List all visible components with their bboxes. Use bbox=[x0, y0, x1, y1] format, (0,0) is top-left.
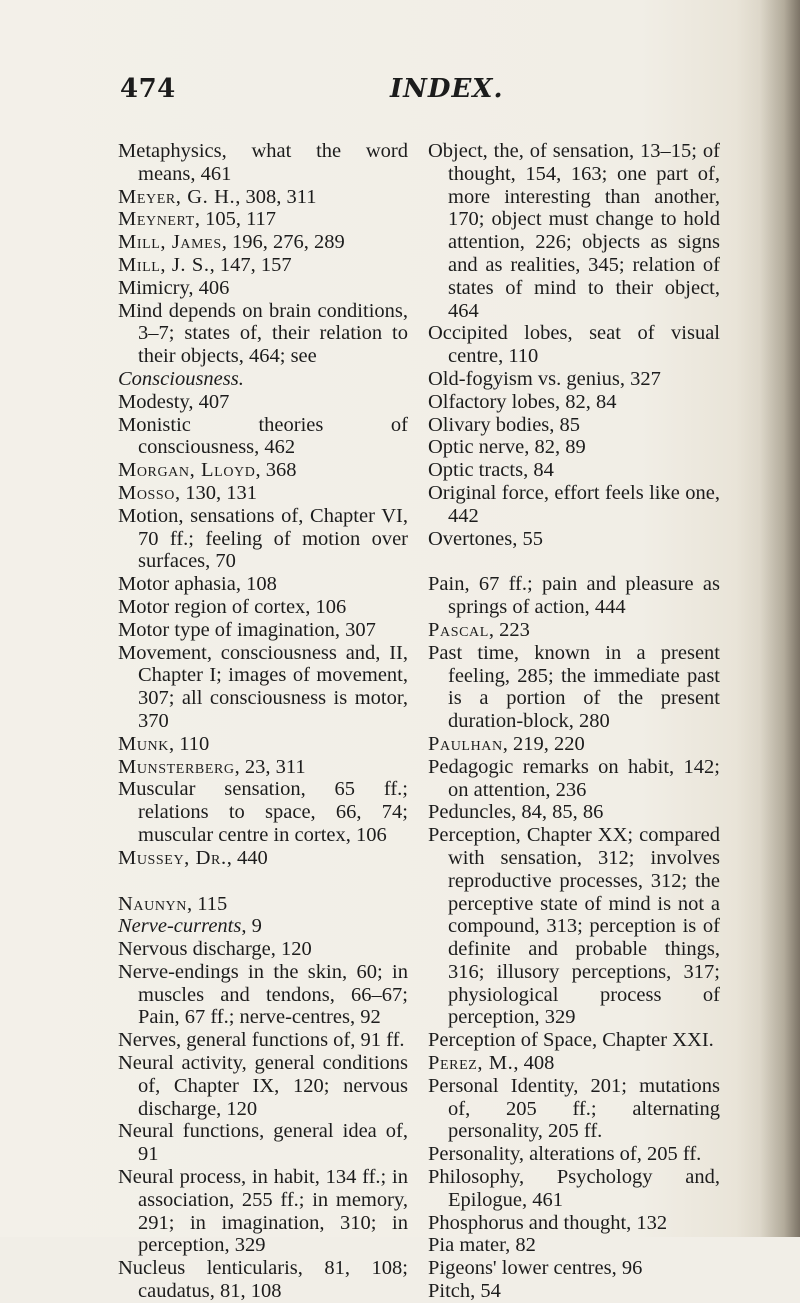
index-entry: Mind depends on brain conditions, 3–7; states of, their relation to their objects, 464; see bbox=[118, 299, 408, 368]
index-entry: Muscular sensation, 65 ff.; relations to space, 66, 74; muscular centre in cortex, 106 bbox=[118, 778, 408, 846]
index-entry: Olivary bodies, 85 bbox=[428, 413, 581, 436]
index-entry: Peduncles, 84, 85, 86 bbox=[428, 801, 604, 824]
index-entry: Philosophy, Psychology and, Epilogue, 461 bbox=[428, 1166, 720, 1211]
index-entry: Mosso, 130, 131 bbox=[118, 481, 258, 504]
index-entry: Motor aphasia, 108 bbox=[118, 573, 277, 596]
index-entry: Munsterberg, 23, 311 bbox=[118, 755, 306, 778]
index-entry: Pia mater, 82 bbox=[428, 1234, 536, 1257]
index-entry: Munk, 110 bbox=[118, 732, 210, 755]
index-entry: Mill, James, 196, 276, 289 bbox=[118, 231, 345, 254]
index-entry: Paulhan, 219, 220 bbox=[428, 732, 585, 755]
index-entry: Nucleus lenticularis, 81, 108; caudatus, 81, 108 bbox=[118, 1257, 408, 1303]
index-entry: Naunyn, 115 bbox=[118, 892, 228, 915]
index-entry: Motor region of cortex, 106 bbox=[118, 595, 347, 618]
index-entry: Overtones, 55 bbox=[428, 527, 544, 550]
page-number: 474 bbox=[120, 74, 176, 104]
running-title: INDEX. bbox=[390, 74, 504, 104]
index-entry: Occipited lobes, seat of visual centre, 110 bbox=[428, 322, 720, 368]
index-entry: Perception, Chapter XX; compared with sensation, 312; involves reproductive processes, 312; the perceptive state of mind is not a compound, 313; perception is of definite and probable things, 316; illusory perceptions, 317; physiological process of perception, 329 bbox=[428, 824, 720, 1029]
index-entry: Meyer, G. H., 308, 311 bbox=[118, 185, 317, 208]
index-entry: Motion, sensations of, Chapter VI, 70 ff.; feeling of motion over surfaces, 70 bbox=[118, 504, 408, 573]
index-entry: Original force, effort feels like one, 442 bbox=[428, 481, 720, 527]
index-entry: Consciousness. bbox=[118, 367, 244, 390]
index-entry: Pedagogic remarks on habit, 142; on attention, 236 bbox=[428, 755, 720, 801]
index-entry: Neural activity, general conditions of, Chapter IX, 120; nervous discharge, 120 bbox=[118, 1052, 408, 1120]
index-entry: Movement, consciousness and, II, Chapter I; images of movement, 307; all consciousness is motor, 370 bbox=[118, 641, 408, 732]
index-entry: Perez, M., 408 bbox=[428, 1052, 555, 1075]
index-entry: Mill, J. S., 147, 157 bbox=[118, 253, 292, 276]
index-entry: Olfactory lobes, 82, 84 bbox=[428, 390, 617, 413]
index-entry: Phosphorus and thought, 132 bbox=[428, 1211, 668, 1234]
index-entry: Nerves, general functions of, 91 ff. bbox=[118, 1029, 405, 1052]
index-entry: Optic nerve, 82, 89 bbox=[428, 436, 586, 459]
index-entry: Perception of Space, Chapter XXI. bbox=[428, 1029, 714, 1052]
index-entry: Nerve-endings in the skin, 60; in muscles and tendons, 66–67; Pain, 67 ff.; nerve-centres, 92 bbox=[118, 960, 408, 1029]
index-entry: Pain, 67 ff.; pain and pleasure as springs of action, 444 bbox=[428, 573, 720, 619]
index-entry: Metaphysics, what the word means, 461 bbox=[118, 140, 408, 185]
index-entry: Modesty, 407 bbox=[118, 390, 230, 413]
index-entry: Personality, alterations of, 205 ff. bbox=[428, 1143, 702, 1166]
index-entry: Pitch, 54 bbox=[428, 1280, 501, 1303]
index-entry: Personal Identity, 201; mutations of, 205 ff.; alternating personality, 205 ff. bbox=[428, 1074, 720, 1143]
index-entry: Meynert, 105, 117 bbox=[118, 208, 277, 231]
page-edge-shadow bbox=[760, 0, 800, 1237]
index-entry: Motor type of imagination, 307 bbox=[118, 618, 376, 641]
index-entry: Morgan, Lloyd, 368 bbox=[118, 459, 297, 482]
index-entry: Nerve-currents, 9 bbox=[118, 915, 262, 938]
index-entry: Object, the, of sensation, 13–15; of thought, 154, 163; one part of, more interesting than another, 170; object must change to hold attention, 226; objects as signs and as realities, 345; relation of states of mind to their object, 464 bbox=[428, 140, 720, 322]
index-entry: Pascal, 223 bbox=[428, 618, 530, 641]
index-entry: Old-fogyism vs. genius, 327 bbox=[428, 367, 661, 390]
index-entry: Pigeons' lower centres, 96 bbox=[428, 1257, 643, 1280]
index-entry: Nervous discharge, 120 bbox=[118, 938, 312, 961]
index-column-left bbox=[118, 140, 408, 1303]
index-entry: Neural process, in habit, 134 ff.; in association, 255 ff.; in memory, 291; in imagination, 310; in perception, 329 bbox=[118, 1166, 408, 1257]
index-entry: Mussey, Dr., 440 bbox=[118, 846, 268, 869]
index-entry: Neural functions, general idea of, 91 bbox=[118, 1120, 408, 1166]
index-entry: Mimicry, 406 bbox=[118, 276, 230, 299]
index-column-right bbox=[428, 140, 720, 1303]
index-entry: Optic tracts, 84 bbox=[428, 459, 554, 482]
index-entry: Past time, known in a present feeling, 285; the immediate past is a portion of the present duration-block, 280 bbox=[428, 641, 720, 733]
index-entry: Monistic theories of consciousness, 462 bbox=[118, 413, 408, 459]
page-header bbox=[120, 74, 680, 110]
